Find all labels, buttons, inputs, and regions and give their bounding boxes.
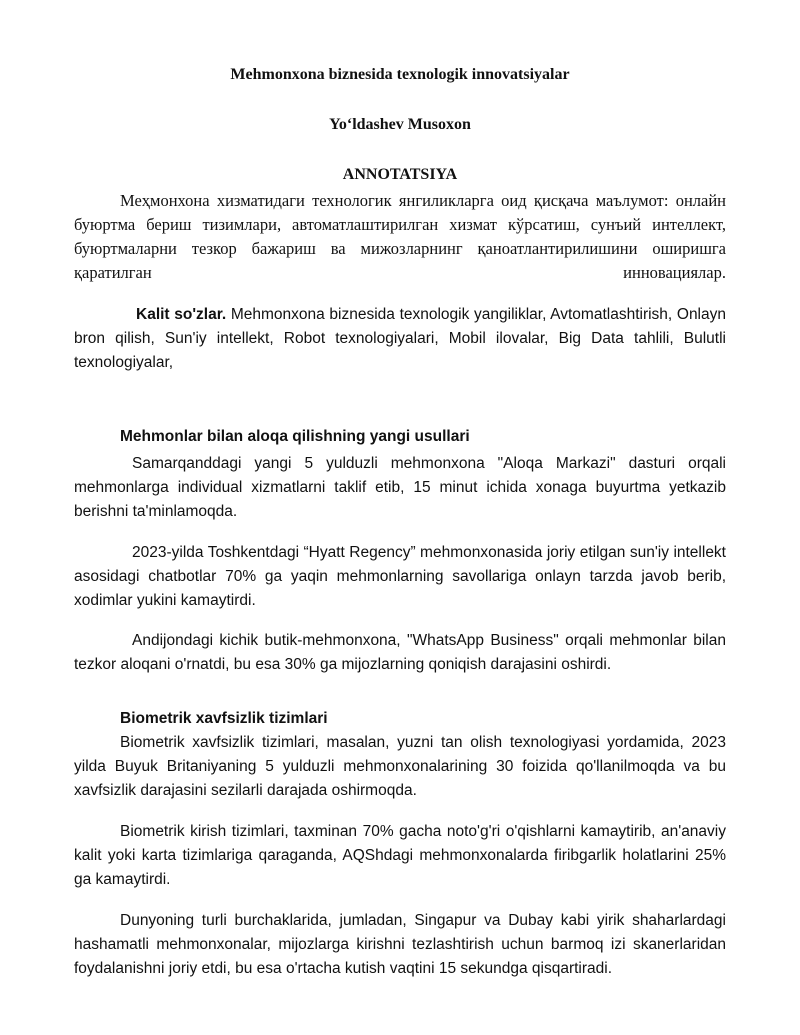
paragraph: Biometrik kirish tizimlari, taxminan 70% gacha noto'g'ri o'qishlarni kamaytirib, an'anaviy kalit yoki karta tizimlariga qaraganda, AQShdagi mehmonxonalarda firibgarlik holatlarini 25% ga kamaytirdi. — [74, 823, 726, 888]
document-author: Yo‘ldashev Musoxon — [329, 116, 471, 133]
annotation-text: Меҳмонхона хизматидаги технологик янгиликларга оид қисқача маълумот: онлайн буюртма бериш тизимлари, автоматлаштирилган хизмат кўрсатиш, сунъий интеллект, буюртмаларни тезкор бажариш ва мижозларнинг қаноатлантирилишини оширишга қаратилган инновациялар. — [74, 191, 726, 282]
paragraph: 2023-yilda Toshkentdagi “Hyatt Regency” mehmonxonasida joriy etilgan sun'iy intellekt asosidagi chatbotlar 70% ga yaqin mehmonlarning savollariga onlayn tarzda javob berib, xodimlar yukini kamaytirdi. — [74, 544, 726, 609]
keywords-label: Kalit so'zlar. — [136, 306, 227, 323]
paragraph: Samarqanddagi yangi 5 yulduzli mehmonxona "Aloqa Markazi" dasturi orqali mehmonlarga individual xizmatlarni taklif etib, 15 minut ichida xonaga buyurtma yetkazib berishni ta'minlamoqda. — [74, 455, 726, 520]
section-heading-biometric-security: Biometrik xavfsizlik tizimlari — [120, 710, 328, 727]
section-heading-guest-communication: Mehmonlar bilan aloqa qilishning yangi usullari — [120, 428, 470, 445]
keywords-text: Mehmonxona biznesida texnologik yangiliklar, Avtomatlashtirish, Onlayn bron qilish, Sun'iy intellekt, Robot texnologiyalari, Mobil ilovalar, Big Data tahlili, Bulutli texnologiyalar, — [74, 306, 726, 371]
annotation-heading: ANNOTATSIYA — [342, 166, 458, 183]
paragraph: Biometrik xavfsizlik tizimlari, masalan, yuzni tan olish texnologiyasi yordamida, 2023 yilda Buyuk Britaniyaning 5 yulduzli mehmonxonalarining 30 foizida qo'llanilmoqda va bu xavfsizlik darajasini sezilarli darajada oshirmoqda. — [74, 734, 726, 799]
paragraph: Andijondagi kichik butik-mehmonxona, "WhatsApp Business" orqali mehmonlar bilan tezkor aloqani o'rnatdi, bu esa 30% ga mijozlarning qoniqish darajasini oshirdi. — [74, 632, 726, 673]
document-title: Mehmonxona biznesida texnologik innovatsiyalar — [230, 66, 570, 83]
paragraph: Dunyoning turli burchaklarida, jumladan, Singapur va Dubay kabi yirik shaharlardagi hashamatli mehmonxonalar, mijozlarga kirishni tezlashtirish uchun barmoq izi skanerlaridan foydalanishni joriy etdi, bu esa o'rtacha kutish vaqtini 15 sekundga qisqartiradi. — [74, 912, 726, 977]
keywords-paragraph — [74, 303, 726, 375]
